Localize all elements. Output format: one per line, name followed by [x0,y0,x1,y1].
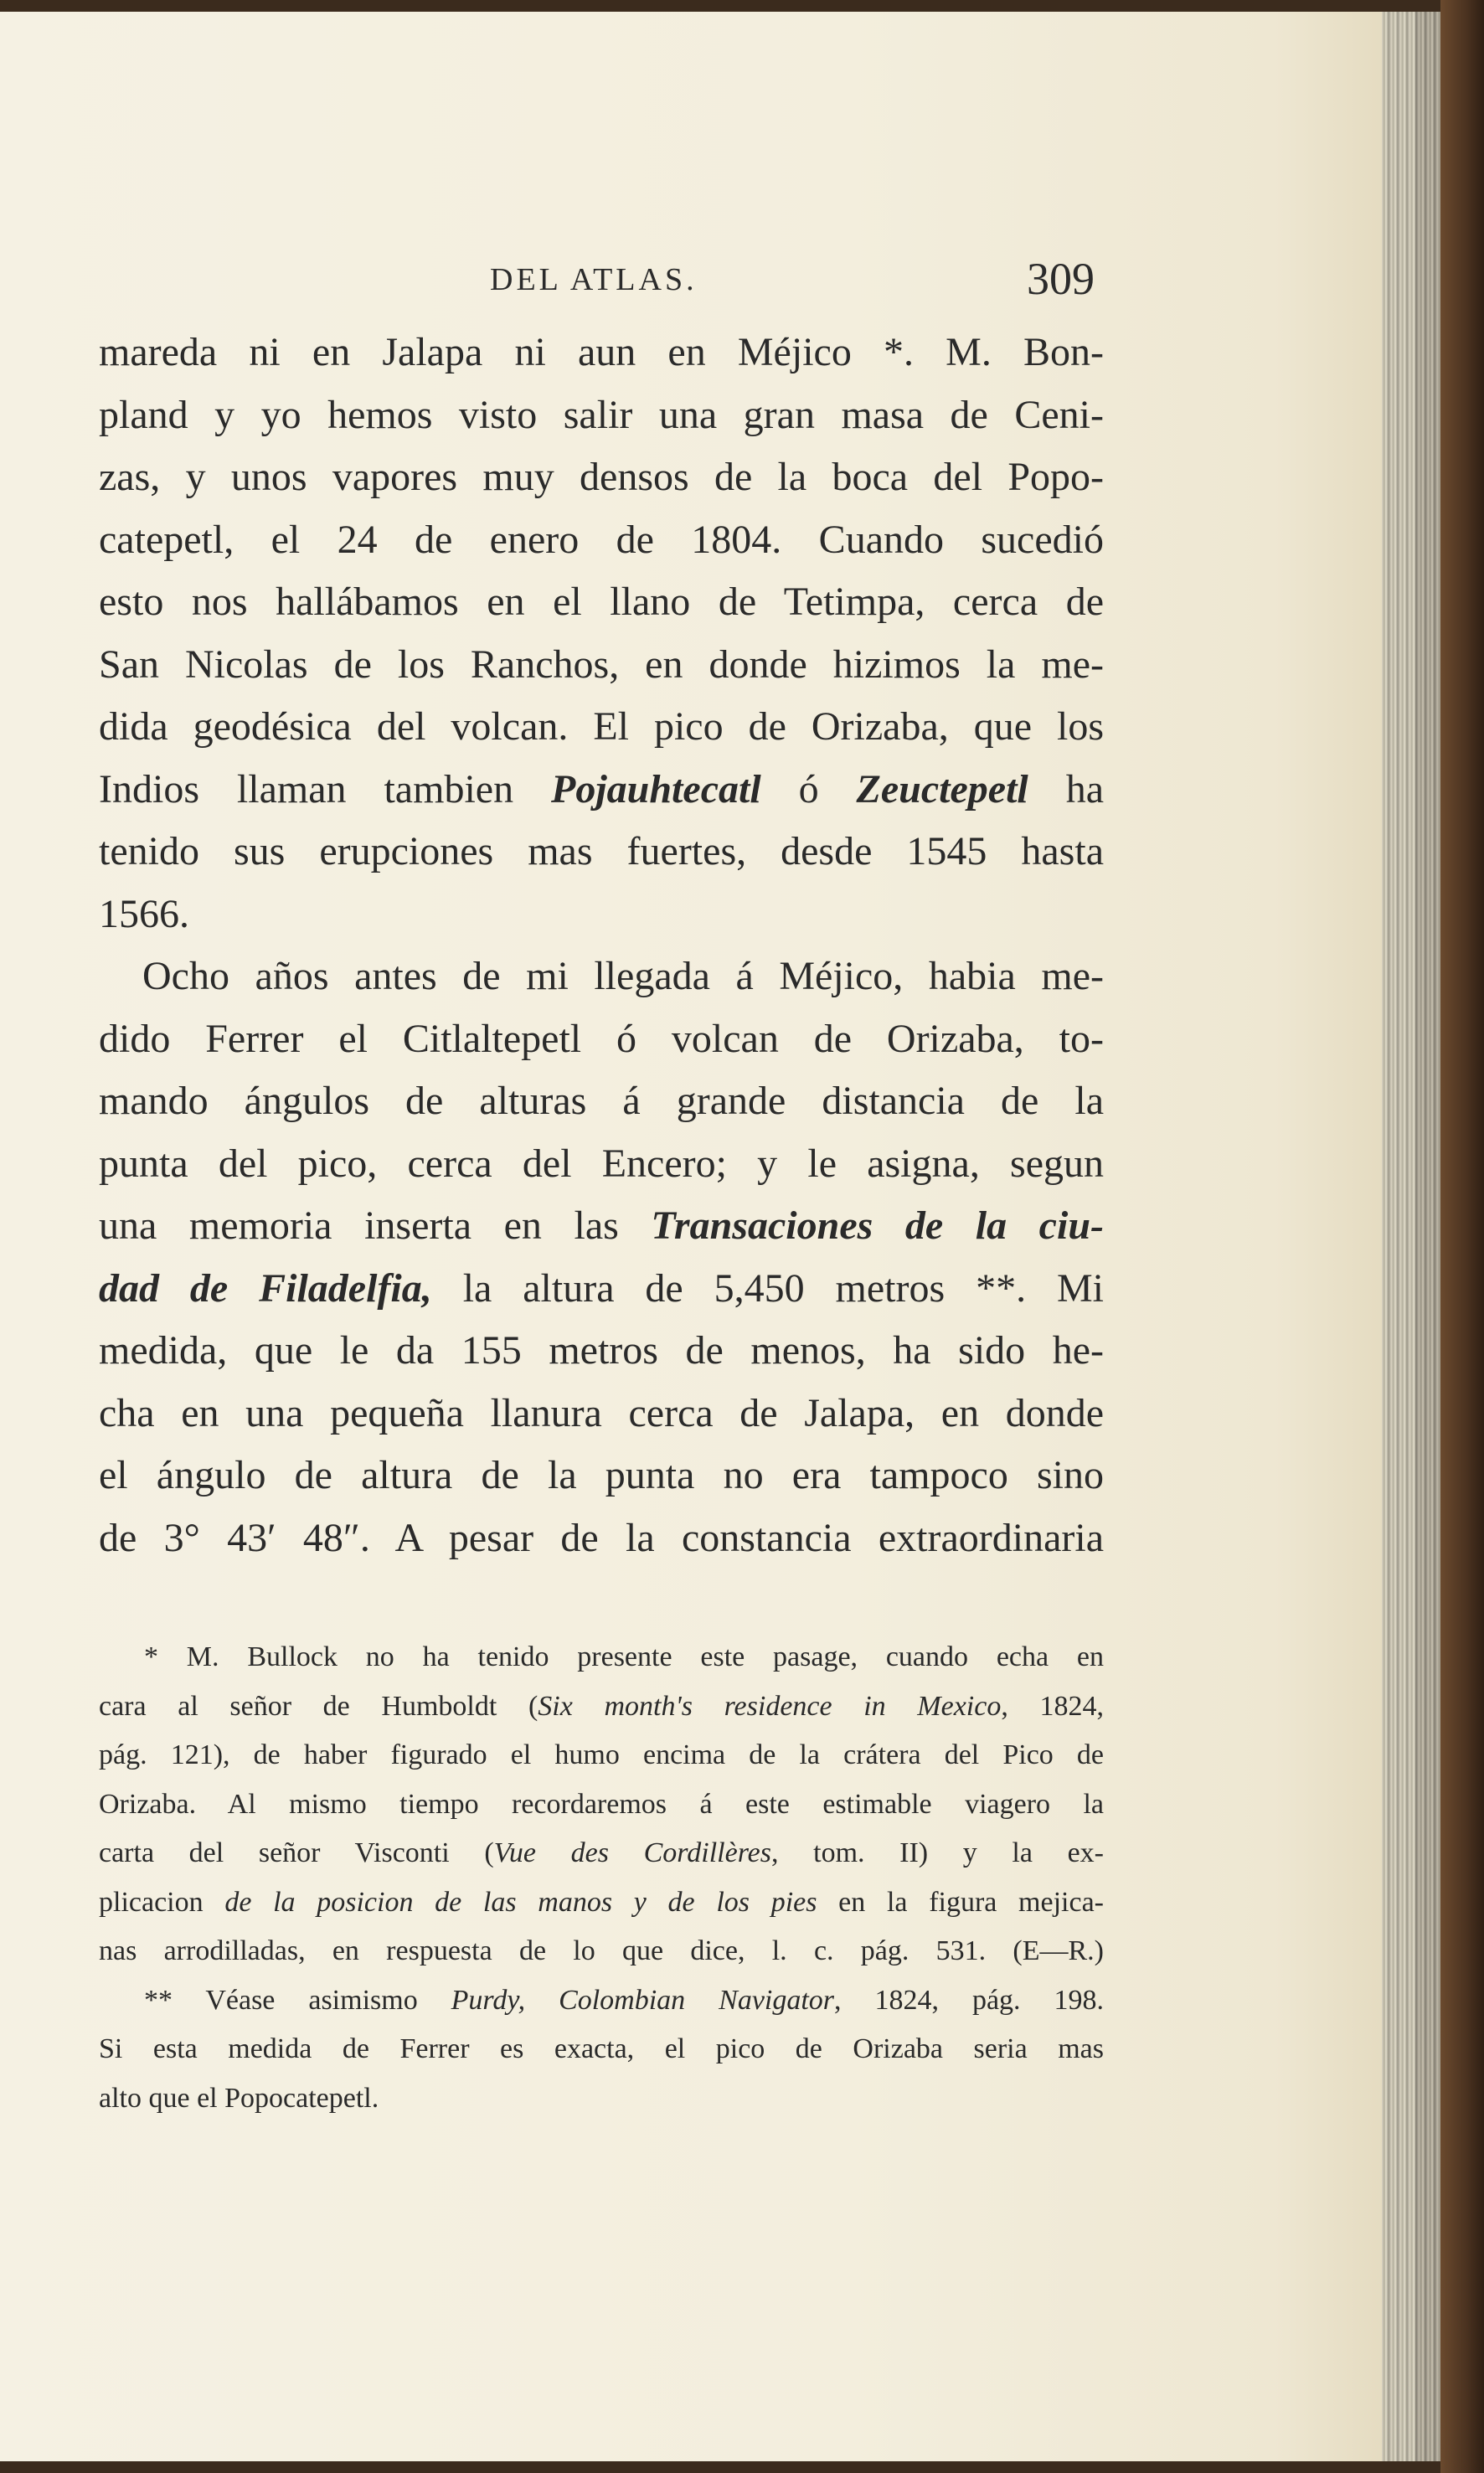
text-segment: ó [760,766,857,811]
text-line: San Nicolas de los Ranchos, en donde hizimos la me- [99,641,1104,687]
footnotes [99,1633,1104,2123]
title-filadelfia: dad de Filadelfia, [99,1265,432,1311]
footnote-line [99,1829,1104,1878]
text-line: esto nos hallábamos en el llano de Tetimpa, cerca de [99,580,1104,624]
footnote-line [99,1976,1104,2026]
text-line: punta del pico, cerca del Encero; y le asigna, segun [99,1141,1104,1186]
text-segment: ** Véase asimismo [144,1984,451,2016]
page-number: 309 [1027,254,1095,304]
title-six-months: Six month's residence in Mexico [538,1690,1002,1722]
text-segment: Indios llaman tambien [99,766,551,811]
text-segment: la altura de 5,450 metros **. Mi [431,1265,1105,1311]
text-line: tenido sus erupciones mas fuertes, desde 1545 hasta [99,829,1104,873]
footnote-line [99,1878,1104,1928]
text-segment: ha [1028,766,1104,811]
running-head: DEL ATLAS. [490,262,698,297]
book-binding [1440,0,1484,2473]
text-line: medida, que le da 155 metros de menos, ha sido he- [99,1328,1104,1373]
text-line: dida geodésica del volcan. El pico de Orizaba, que los [99,704,1104,749]
text-segment: , 1824, pág. 198. [834,1984,1104,2016]
text-line: de 3° 43′ 48″. A pesar de la constancia extraordinaria [99,1515,1104,1560]
text-segment: , 1824, [1001,1690,1104,1722]
footnote-line: Si esta medida de Ferrer es exacta, el pico de Orizaba seria mas [99,2033,1104,2064]
footnote-line: pág. 121), de haber figurado el humo encima de la crátera del Pico de [99,1739,1104,1770]
text-line: dido Ferrer el Citlaltepetl ó volcan de Orizaba, to- [99,1016,1104,1061]
title-transaciones: Transaciones de la ciu- [651,1203,1105,1248]
footnote-line [99,1682,1104,1732]
page-edges [1382,12,1440,2461]
text-segment: en la figura mejica- [817,1886,1104,1918]
text-segment: cara al señor de Humboldt ( [99,1690,538,1722]
text-line: 1566. [99,891,189,936]
text-line: mareda ni en Jalapa ni aun en Méjico *. M. Bon- [99,330,1104,374]
text-line [99,759,1104,822]
italic-phrase: de la posicion de las manos y de los pies [224,1886,817,1918]
footnote-line: * M. Bullock no ha tenido presente este pasage, cuando echa en [144,1641,1104,1672]
title-vue-des-cordilleres: Vue des Cordillères [493,1837,771,1868]
main-text [99,322,1104,1569]
text-line: Ocho años antes de mi llegada á Méjico, habia me- [142,954,1104,998]
text-segment: carta del señor Visconti ( [99,1837,494,1868]
text-line [99,1258,1104,1321]
footnote-line: Orizaba. Al mismo tiempo recordaremos á este estimable viagero la [99,1788,1104,1820]
text-line: pland y yo hemos visto salir una gran masa de Ceni- [99,392,1104,437]
text-line: el ángulo de altura de la punta no era tampoco sino [99,1453,1104,1497]
text-line: cha en una pequeña llanura cerca de Jalapa, en donde [99,1390,1104,1435]
text-line: catepetl, el 24 de enero de 1804. Cuando sucedió [99,517,1104,562]
text-line: zas, y unos vapores muy densos de la boca del Popo- [99,455,1104,499]
name-zeuctepetl: Zeuctepetl [856,766,1028,811]
text-line [99,1195,1104,1258]
text-line: mando ángulos de alturas á grande distancia de la [99,1079,1104,1123]
footnote-line: alto que el Popocatepetl. [99,2082,379,2114]
text-segment: plicacion [99,1886,225,1918]
text-segment: una memoria inserta en las [99,1203,652,1248]
text-segment: , tom. II) y la ex- [770,1837,1104,1868]
title-purdy: Purdy, Colombian Navigator [451,1984,835,2016]
name-pojauhtecatl: Pojauhtecatl [551,766,761,811]
footnote-line: nas arrodilladas, en respuesta de lo que dice, l. c. pág. 531. (E—R.) [99,1935,1104,1966]
